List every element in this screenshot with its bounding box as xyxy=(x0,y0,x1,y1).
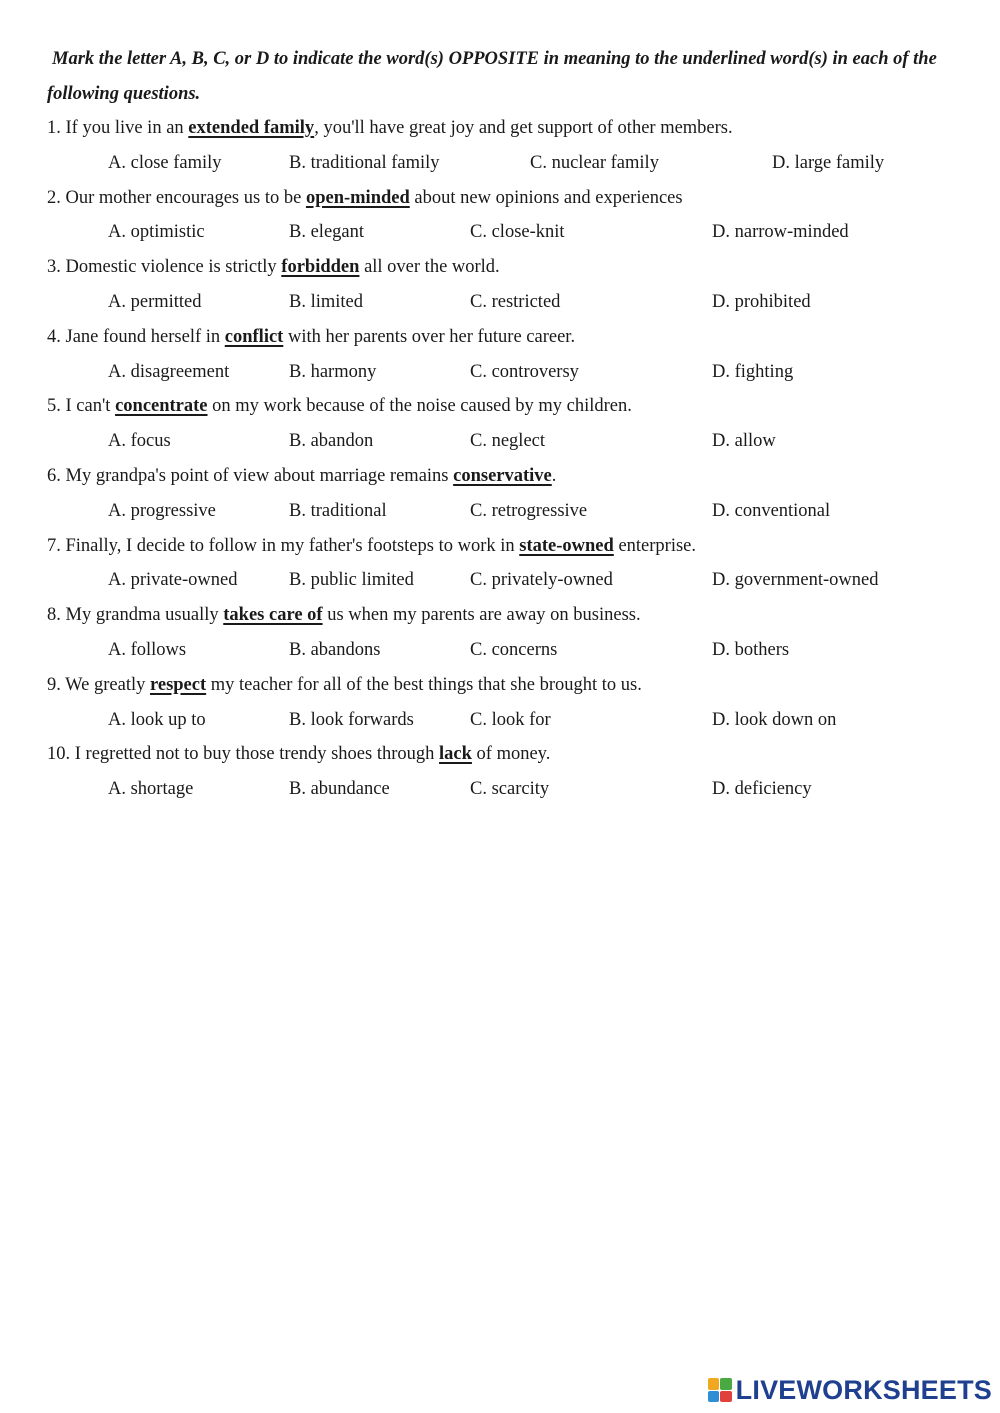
question-text-before: 7. Finally, I decide to follow in my father's footsteps to work in xyxy=(47,535,520,556)
question-text-before: 1. If you live in an xyxy=(47,118,189,138)
answer-options-10 xyxy=(47,772,947,807)
question-text-before: 5. I can't xyxy=(47,396,116,417)
question-text-before: 6. My grandpa's point of view about marriage remains xyxy=(47,465,454,486)
option-c[interactable]: C. scarcity xyxy=(470,779,550,800)
option-b[interactable]: B. limited xyxy=(289,291,363,312)
worksheet xyxy=(47,42,947,807)
question-8 xyxy=(47,598,947,633)
option-d[interactable]: D. conventional xyxy=(712,500,831,521)
answer-options-8 xyxy=(47,633,947,668)
question-3 xyxy=(47,250,947,285)
option-b[interactable]: B. look forwards xyxy=(289,709,414,730)
underlined-keyword: concentrate xyxy=(115,396,208,417)
answer-options-2 xyxy=(47,215,947,250)
option-b[interactable]: B. public limited xyxy=(289,570,414,591)
question-text-after: enterprise. xyxy=(613,535,696,556)
question-text-after: us when my parents are away on business. xyxy=(322,605,641,626)
instruction-text: Mark the letter A, B, C, or D to indicate the word(s) OPPOSITE in meaning to the underlined word(s) in each of the following questions. xyxy=(47,49,937,104)
logo-tile xyxy=(720,1391,732,1403)
underlined-keyword: extended family xyxy=(188,118,315,138)
question-list xyxy=(47,111,947,807)
question-text-after: on my work because of the noise caused by my children. xyxy=(207,396,632,417)
option-c[interactable]: C. neglect xyxy=(470,431,546,452)
option-b[interactable]: B. abandons xyxy=(289,639,381,660)
question-text-before: 9. We greatly xyxy=(47,674,150,695)
option-d[interactable]: D. allow xyxy=(712,431,776,452)
question-text-after: , you'll have great joy and get support of other members. xyxy=(314,118,733,138)
option-d[interactable]: D. bothers xyxy=(712,639,790,660)
underlined-keyword: takes care of xyxy=(223,605,323,626)
option-a[interactable]: A. progressive xyxy=(108,500,216,521)
option-b[interactable]: B. harmony xyxy=(289,361,377,382)
option-d[interactable]: D. fighting xyxy=(712,361,794,382)
option-b[interactable]: B. traditional family xyxy=(289,152,440,173)
option-b[interactable]: B. traditional xyxy=(289,500,387,521)
underlined-keyword: open-minded xyxy=(305,187,410,208)
underlined-keyword: conservative xyxy=(453,465,552,486)
underlined-keyword: forbidden xyxy=(281,257,360,278)
option-c[interactable]: C. close-knit xyxy=(470,222,565,243)
answer-options-9 xyxy=(47,703,947,738)
option-d[interactable]: D. deficiency xyxy=(712,779,812,800)
question-7 xyxy=(47,529,947,564)
option-a[interactable]: A. private-owned xyxy=(108,570,238,591)
option-c[interactable]: C. privately-owned xyxy=(470,570,613,591)
underlined-keyword: conflict xyxy=(224,326,284,347)
answer-options-5 xyxy=(47,424,947,459)
option-a[interactable]: A. focus xyxy=(108,431,171,452)
logo-tile xyxy=(708,1378,720,1390)
question-5 xyxy=(47,389,947,424)
option-a[interactable]: A. optimistic xyxy=(108,222,205,243)
question-10 xyxy=(47,737,947,772)
option-d[interactable]: D. look down on xyxy=(712,709,837,730)
option-a[interactable]: A. permitted xyxy=(108,291,202,312)
logo-tile xyxy=(720,1378,732,1390)
question-1 xyxy=(47,111,947,146)
question-6 xyxy=(47,459,947,494)
question-2 xyxy=(47,181,947,216)
option-a[interactable]: A. look up to xyxy=(108,709,206,730)
option-b[interactable]: B. abandon xyxy=(289,431,374,452)
liveworksheets-logo xyxy=(708,1375,992,1405)
question-text-before: 10. I regretted not to buy those trendy shoes through xyxy=(47,744,440,765)
question-text-after: . xyxy=(551,465,557,486)
option-a[interactable]: A. disagreement xyxy=(108,361,230,382)
question-text-after: of money. xyxy=(471,744,551,765)
option-d[interactable]: D. prohibited xyxy=(712,291,811,312)
option-d[interactable]: D. government-owned xyxy=(712,570,879,591)
question-text-before: 3. Domestic violence is strictly xyxy=(47,257,282,278)
option-c[interactable]: C. nuclear family xyxy=(530,152,659,173)
option-b[interactable]: B. elegant xyxy=(289,222,365,243)
option-a[interactable]: A. close family xyxy=(108,152,222,173)
question-text-after: my teacher for all of the best things that she brought to us. xyxy=(206,674,642,695)
question-text-before: 8. My grandma usually xyxy=(47,605,224,626)
underlined-keyword: lack xyxy=(439,744,472,765)
option-a[interactable]: A. shortage xyxy=(108,779,194,800)
underlined-keyword: respect xyxy=(149,674,207,695)
option-a[interactable]: A. follows xyxy=(108,639,187,660)
question-text-after: about new opinions and experiences xyxy=(409,187,683,208)
logo-mark-icon xyxy=(708,1378,732,1402)
question-text-before: 2. Our mother encourages us to be xyxy=(47,187,306,208)
option-d[interactable]: D. narrow-minded xyxy=(712,222,849,243)
option-c[interactable]: C. restricted xyxy=(470,291,561,312)
question-4 xyxy=(47,320,947,355)
question-text-before: 4. Jane found herself in xyxy=(47,326,225,347)
answer-options-3 xyxy=(47,285,947,320)
answer-options-1 xyxy=(47,146,947,181)
logo-text: LIVEWORKSHEETS xyxy=(735,1374,992,1405)
question-text-after: all over the world. xyxy=(359,257,500,278)
option-c[interactable]: C. controversy xyxy=(470,361,579,382)
answer-options-4 xyxy=(47,355,947,390)
question-9 xyxy=(47,668,947,703)
answer-options-7 xyxy=(47,563,947,598)
option-c[interactable]: C. retrogressive xyxy=(470,500,588,521)
answer-options-6 xyxy=(47,494,947,529)
option-c[interactable]: C. look for xyxy=(470,709,551,730)
underlined-keyword: state-owned xyxy=(519,535,614,556)
option-d[interactable]: D. large family xyxy=(772,152,885,173)
option-b[interactable]: B. abundance xyxy=(289,779,390,800)
option-c[interactable]: C. concerns xyxy=(470,639,558,660)
question-text-after: with her parents over her future career. xyxy=(283,326,576,347)
logo-tile xyxy=(708,1391,720,1403)
